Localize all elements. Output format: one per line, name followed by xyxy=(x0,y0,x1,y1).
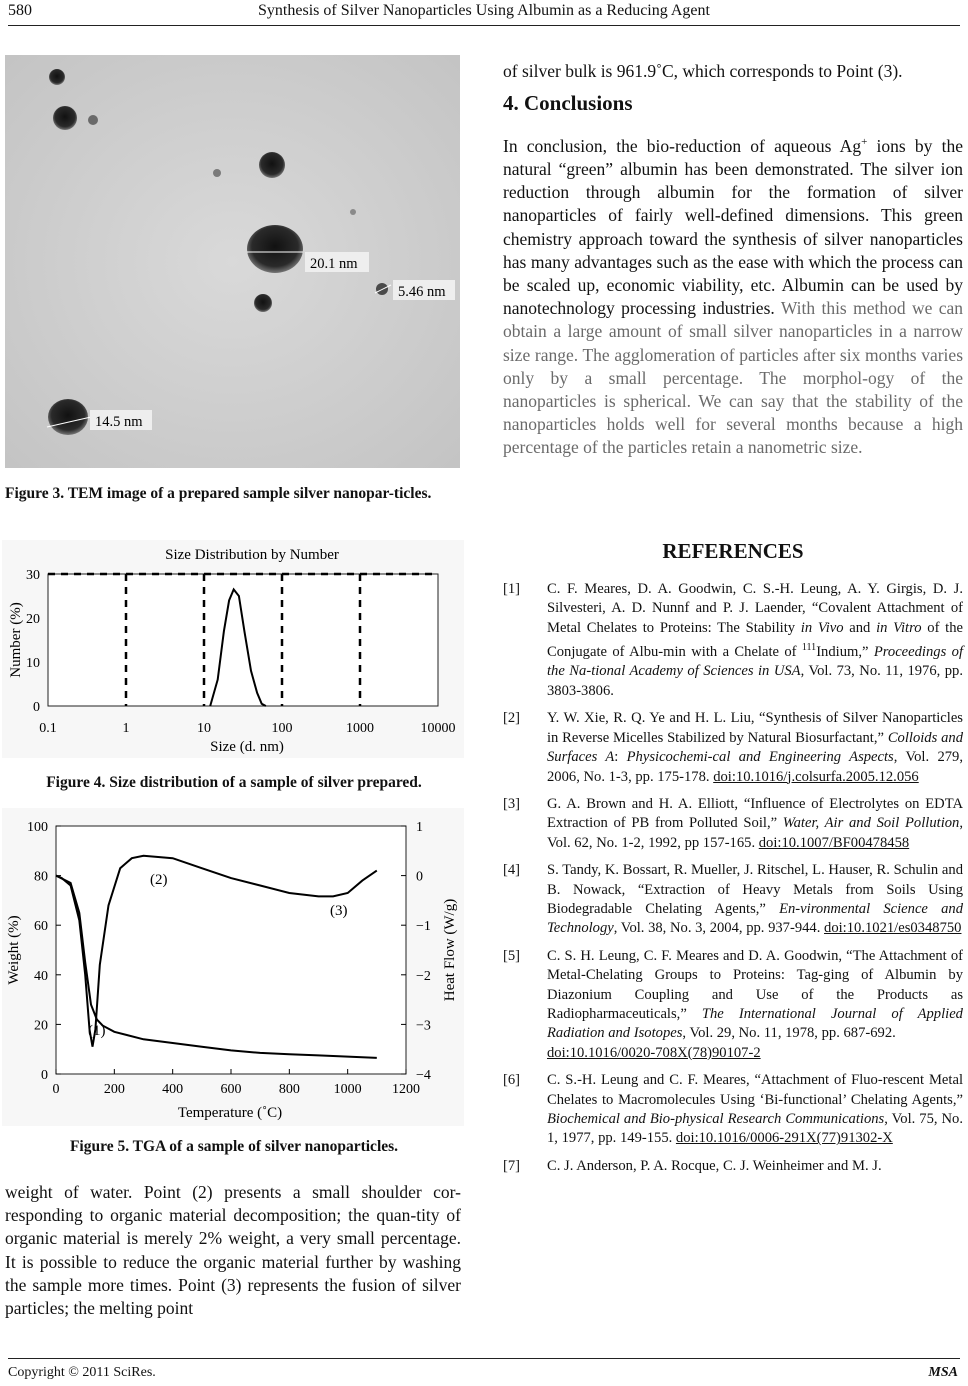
y2-tick-label: −3 xyxy=(416,1018,431,1034)
ref-part: C. F. Meares, D. A. Goodwin, C. S.-H. Leung, A. Y. Girgis, D. J. Silvesteri, A. D. Nunnf and P. J. Laender, “Covalent Attachment of Metal Chelates to Proteins: The Stability xyxy=(547,581,963,636)
ref-part: , Vol. 62, No. 1-2, 1992, pp 157-165. xyxy=(547,815,963,851)
tga-chart xyxy=(2,808,464,1126)
x-tick-label: 1 xyxy=(122,721,130,736)
y-tick-label: 0 xyxy=(33,700,40,715)
reference-text xyxy=(547,947,963,1063)
y-tick-label: 60 xyxy=(34,919,48,935)
doi-link[interactable]: doi:10.1007/BF00478458 xyxy=(758,834,910,851)
ref-part: , Vol. 75, No. 1, 1977, pp. 149-155. xyxy=(547,1111,964,1147)
x-tick-label: 100 xyxy=(271,721,293,736)
ref-part: S. Tandy, K. Bossart, R. Mueller, J. Ritschel, L. Hauser, R. Schulin and B. Nowack, “Extraction of Heavy Metals from Soils Using Biodegradable Chelating Agents,” xyxy=(547,862,963,917)
size-distribution-chart xyxy=(2,540,464,758)
reference-item xyxy=(503,709,963,787)
y-tick-label: 30 xyxy=(26,568,40,583)
y-tick-label: 20 xyxy=(34,1018,48,1034)
reference-number: [1] xyxy=(503,581,521,597)
ref-part: C. S.-H. Leung and C. F. Meares, “Attachment of Fluo-rescent Metal Chelates to Macromolecules Using ‘Bi-functional’ Chelating Agents,” xyxy=(547,1072,963,1108)
ref-part: , Vol. 73, No. 11, 1976, pp. 3803-3806. xyxy=(547,663,964,699)
reference-text: C. J. Anderson, P. A. Rocque, C. J. Weinheimer and M. J. xyxy=(547,1157,882,1174)
superscript: + xyxy=(861,136,868,148)
conclusions-highlight: With this method we can obtain a large amount of small silver nanoparticles in a narrow size range. The agglomeration of particles after six months varies only by a small percentage. The morphol-ogy of the nanoparticles is spherical. We can say that the stability of the nanoparticles holds well for several months because a high percentage of the particles retain a nanometric size. xyxy=(503,298,963,458)
ref-italic: Biochemical and Bio-physical Research Communications xyxy=(547,1111,885,1128)
x-tick-label: 600 xyxy=(220,1082,242,1097)
y-tick-label: 100 xyxy=(27,820,48,835)
doi-link[interactable]: doi:10.1016/j.colsurfa.2005.12.056 xyxy=(713,768,919,785)
ref-italic: in Vitro xyxy=(876,619,922,636)
reference-item xyxy=(503,861,963,939)
page-number: 580 xyxy=(8,2,32,19)
ref-italic: in Vivo xyxy=(800,619,844,636)
reference-item xyxy=(503,1071,963,1149)
reference-number: [7] xyxy=(503,1157,521,1174)
ref-part: , Vol. 279, 2006, No. 1-3, pp. 175-178. xyxy=(547,749,963,785)
measure-label: 5.46 nm xyxy=(398,284,446,300)
reference-text xyxy=(547,861,963,939)
reference-text xyxy=(547,1071,963,1149)
tem-image xyxy=(5,55,460,468)
ref-part: and xyxy=(843,619,877,636)
nanoparticle xyxy=(254,294,272,312)
y-tick-label: 80 xyxy=(34,869,48,885)
x-tick-label: 0 xyxy=(52,1082,60,1097)
chart-title: Size Distribution by Number xyxy=(165,547,339,563)
reference-text xyxy=(547,709,963,787)
ref-italic: The International Journal of Applied Radiation and Isotopes xyxy=(547,1005,963,1042)
figure4-caption: Figure 4. Size distribution of a sample of silver prepared. xyxy=(46,774,422,791)
y2-tick-label: −1 xyxy=(416,919,431,935)
reference-list xyxy=(503,580,963,1184)
ref-italic: Physicochemi-cal and Engineering Aspects xyxy=(626,749,894,766)
nanoparticle xyxy=(350,209,356,215)
nanoparticle xyxy=(48,399,88,435)
doi-link[interactable]: doi:10.1016/0006-291X(77)91302-X xyxy=(675,1130,893,1147)
reference-number: [3] xyxy=(503,795,521,812)
annotation-point-2: (2) xyxy=(150,872,168,888)
ref-part: Y. W. Xie, R. Q. Ye and H. L. Liu, “Synthesis of Silver Nanoparticles in Reverse Micelles Stabilized by Natural Biosurfactant,” xyxy=(547,710,963,746)
reference-item xyxy=(503,795,963,853)
ref-part: G. A. Brown and H. A. Elliott, “Influence of Electrolytes on EDTA Extraction of PB from Polluted Soil,” xyxy=(547,795,963,832)
nanoparticle xyxy=(247,225,303,273)
ref-part: Indium,” xyxy=(816,644,874,661)
conclusions-text: In conclusion, the bio-reduction of aqueous Ag xyxy=(503,135,862,156)
ref-part: of the Conjugate of Albu-min with a Chelate of xyxy=(547,619,963,661)
y-tick-label: 0 xyxy=(41,1068,48,1083)
nanoparticle xyxy=(53,106,77,130)
figure3-caption: Figure 3. TEM image of a prepared sample silver nanopar-ticles. xyxy=(5,485,432,502)
reference-number: [4] xyxy=(503,862,521,879)
ref-sup: 111 xyxy=(801,642,817,654)
x-axis-label: Size (d. nm) xyxy=(210,739,284,755)
x-tick-label: 200 xyxy=(103,1082,125,1097)
reference-number: [5] xyxy=(503,947,521,964)
ref-italic: Colloids and Surfaces A xyxy=(547,729,963,766)
x-tick-label: 400 xyxy=(162,1082,184,1097)
figure5-caption: Figure 5. TGA of a sample of silver nanoparticles. xyxy=(69,1138,399,1155)
ref-italic: Water, Air and Soil Pollution xyxy=(782,815,960,832)
y2-tick-label: 0 xyxy=(416,869,423,885)
conclusions-heading: 4. Conclusions xyxy=(503,91,633,115)
measure-label: 20.1 nm xyxy=(310,256,358,272)
nanoparticle xyxy=(259,152,285,178)
reference-item xyxy=(503,580,963,701)
left-paragraph: weight of water. Point (2) presents a small shoulder cor-responding to organic material decomposition; the quan-tity of organic material is merely 2% weight, a very small percentage. It is possible to reduce the organic material further by washing the sample more times. Point (3) represents the fusion of silver particles; the melting point xyxy=(5,1182,461,1319)
x-tick-label: 1200 xyxy=(392,1082,420,1097)
ref-part: C. S. H. Leung, C. F. Meares and D. A. Goodwin, “The Attachment of Metal-Chelating Groups to Proteins: Tag-ging of Albumin by Diazonium Coupling and Use of the Products as Radiopharmaceuticals,” xyxy=(547,947,963,1022)
header-rule xyxy=(8,25,960,26)
x-tick-label: 0.1 xyxy=(39,721,57,736)
footer-rule xyxy=(8,1358,960,1359)
reference-number: [6] xyxy=(503,1072,521,1089)
journal-name: MSA xyxy=(928,1365,958,1380)
ref-part: , Vol. 29, No. 11, 1978, pp. 687-692. xyxy=(682,1025,896,1042)
reference-item xyxy=(503,1157,963,1176)
x-axis-label: Temperature (˚C) xyxy=(177,1105,283,1121)
y2-tick-label: −4 xyxy=(416,1068,431,1083)
references-heading: REFERENCES xyxy=(662,539,804,563)
doi-link[interactable]: doi:10.1016/0020-708X(78)90107-2 xyxy=(547,1044,761,1061)
y-tick-label: 40 xyxy=(34,968,48,984)
running-title: Synthesis of Silver Nanoparticles Using Albumin as a Reducing Agent xyxy=(258,2,710,19)
x-tick-label: 800 xyxy=(278,1082,300,1097)
plot-area xyxy=(56,826,406,1074)
y-tick-label: 20 xyxy=(26,612,40,627)
annotation-point-3: (3) xyxy=(330,903,348,919)
plot-area xyxy=(48,574,438,706)
right-intro: of silver bulk is 961.9˚C, which corresponds to Point (3). xyxy=(503,61,903,81)
x-tick-label: 10000 xyxy=(420,721,456,736)
reference-number: [2] xyxy=(503,710,521,727)
x-tick-label: 1000 xyxy=(346,721,374,736)
y2-tick-label: 1 xyxy=(416,820,423,835)
y-axis-label: Weight (%) xyxy=(6,915,22,985)
x-tick-label: 1000 xyxy=(333,1082,362,1097)
reference-text xyxy=(547,795,963,853)
y2-axis-label: Heat Flow (W/g) xyxy=(442,898,458,1002)
x-tick-label: 10 xyxy=(197,721,211,736)
nanoparticle xyxy=(88,115,98,125)
y-tick-label: 10 xyxy=(26,656,40,671)
annotation-point-1: (1) xyxy=(88,1023,106,1039)
conclusions-text: ions by the natural “green” albumin has been demonstrated. The silver ion reduction through albumin for the formation of silver nanoparticles of fairly well-defined dimensions. This green chemistry approach toward the synthesis of silver nanoparticles has many advantages such as the ease with which the process can be scaled up, economic viability, etc. Albumin can be used by nanotechnology processing industries. xyxy=(503,135,963,319)
y-axis-label: Number (%) xyxy=(8,602,24,678)
reference-item xyxy=(503,947,963,1063)
measure-label: 14.5 nm xyxy=(95,414,143,430)
reference-text xyxy=(547,580,963,701)
nanoparticle xyxy=(49,69,65,85)
conclusions-paragraph xyxy=(503,131,963,460)
ref-part: : xyxy=(614,749,627,766)
ref-part: , Vol. 38, No. 3, 2004, pp. 937-944. xyxy=(613,920,825,937)
y2-tick-label: −2 xyxy=(416,968,431,984)
doi-link[interactable]: doi:10.1021/es0348750 xyxy=(824,920,962,937)
copyright: Copyright © 2011 SciRes. xyxy=(8,1365,156,1380)
ref-italic: En-vironmental Science and Technology xyxy=(547,900,963,937)
ref-italic: Proceedings of the Na-tional Academy of Sciences in USA xyxy=(547,644,963,680)
nanoparticle xyxy=(213,169,221,177)
